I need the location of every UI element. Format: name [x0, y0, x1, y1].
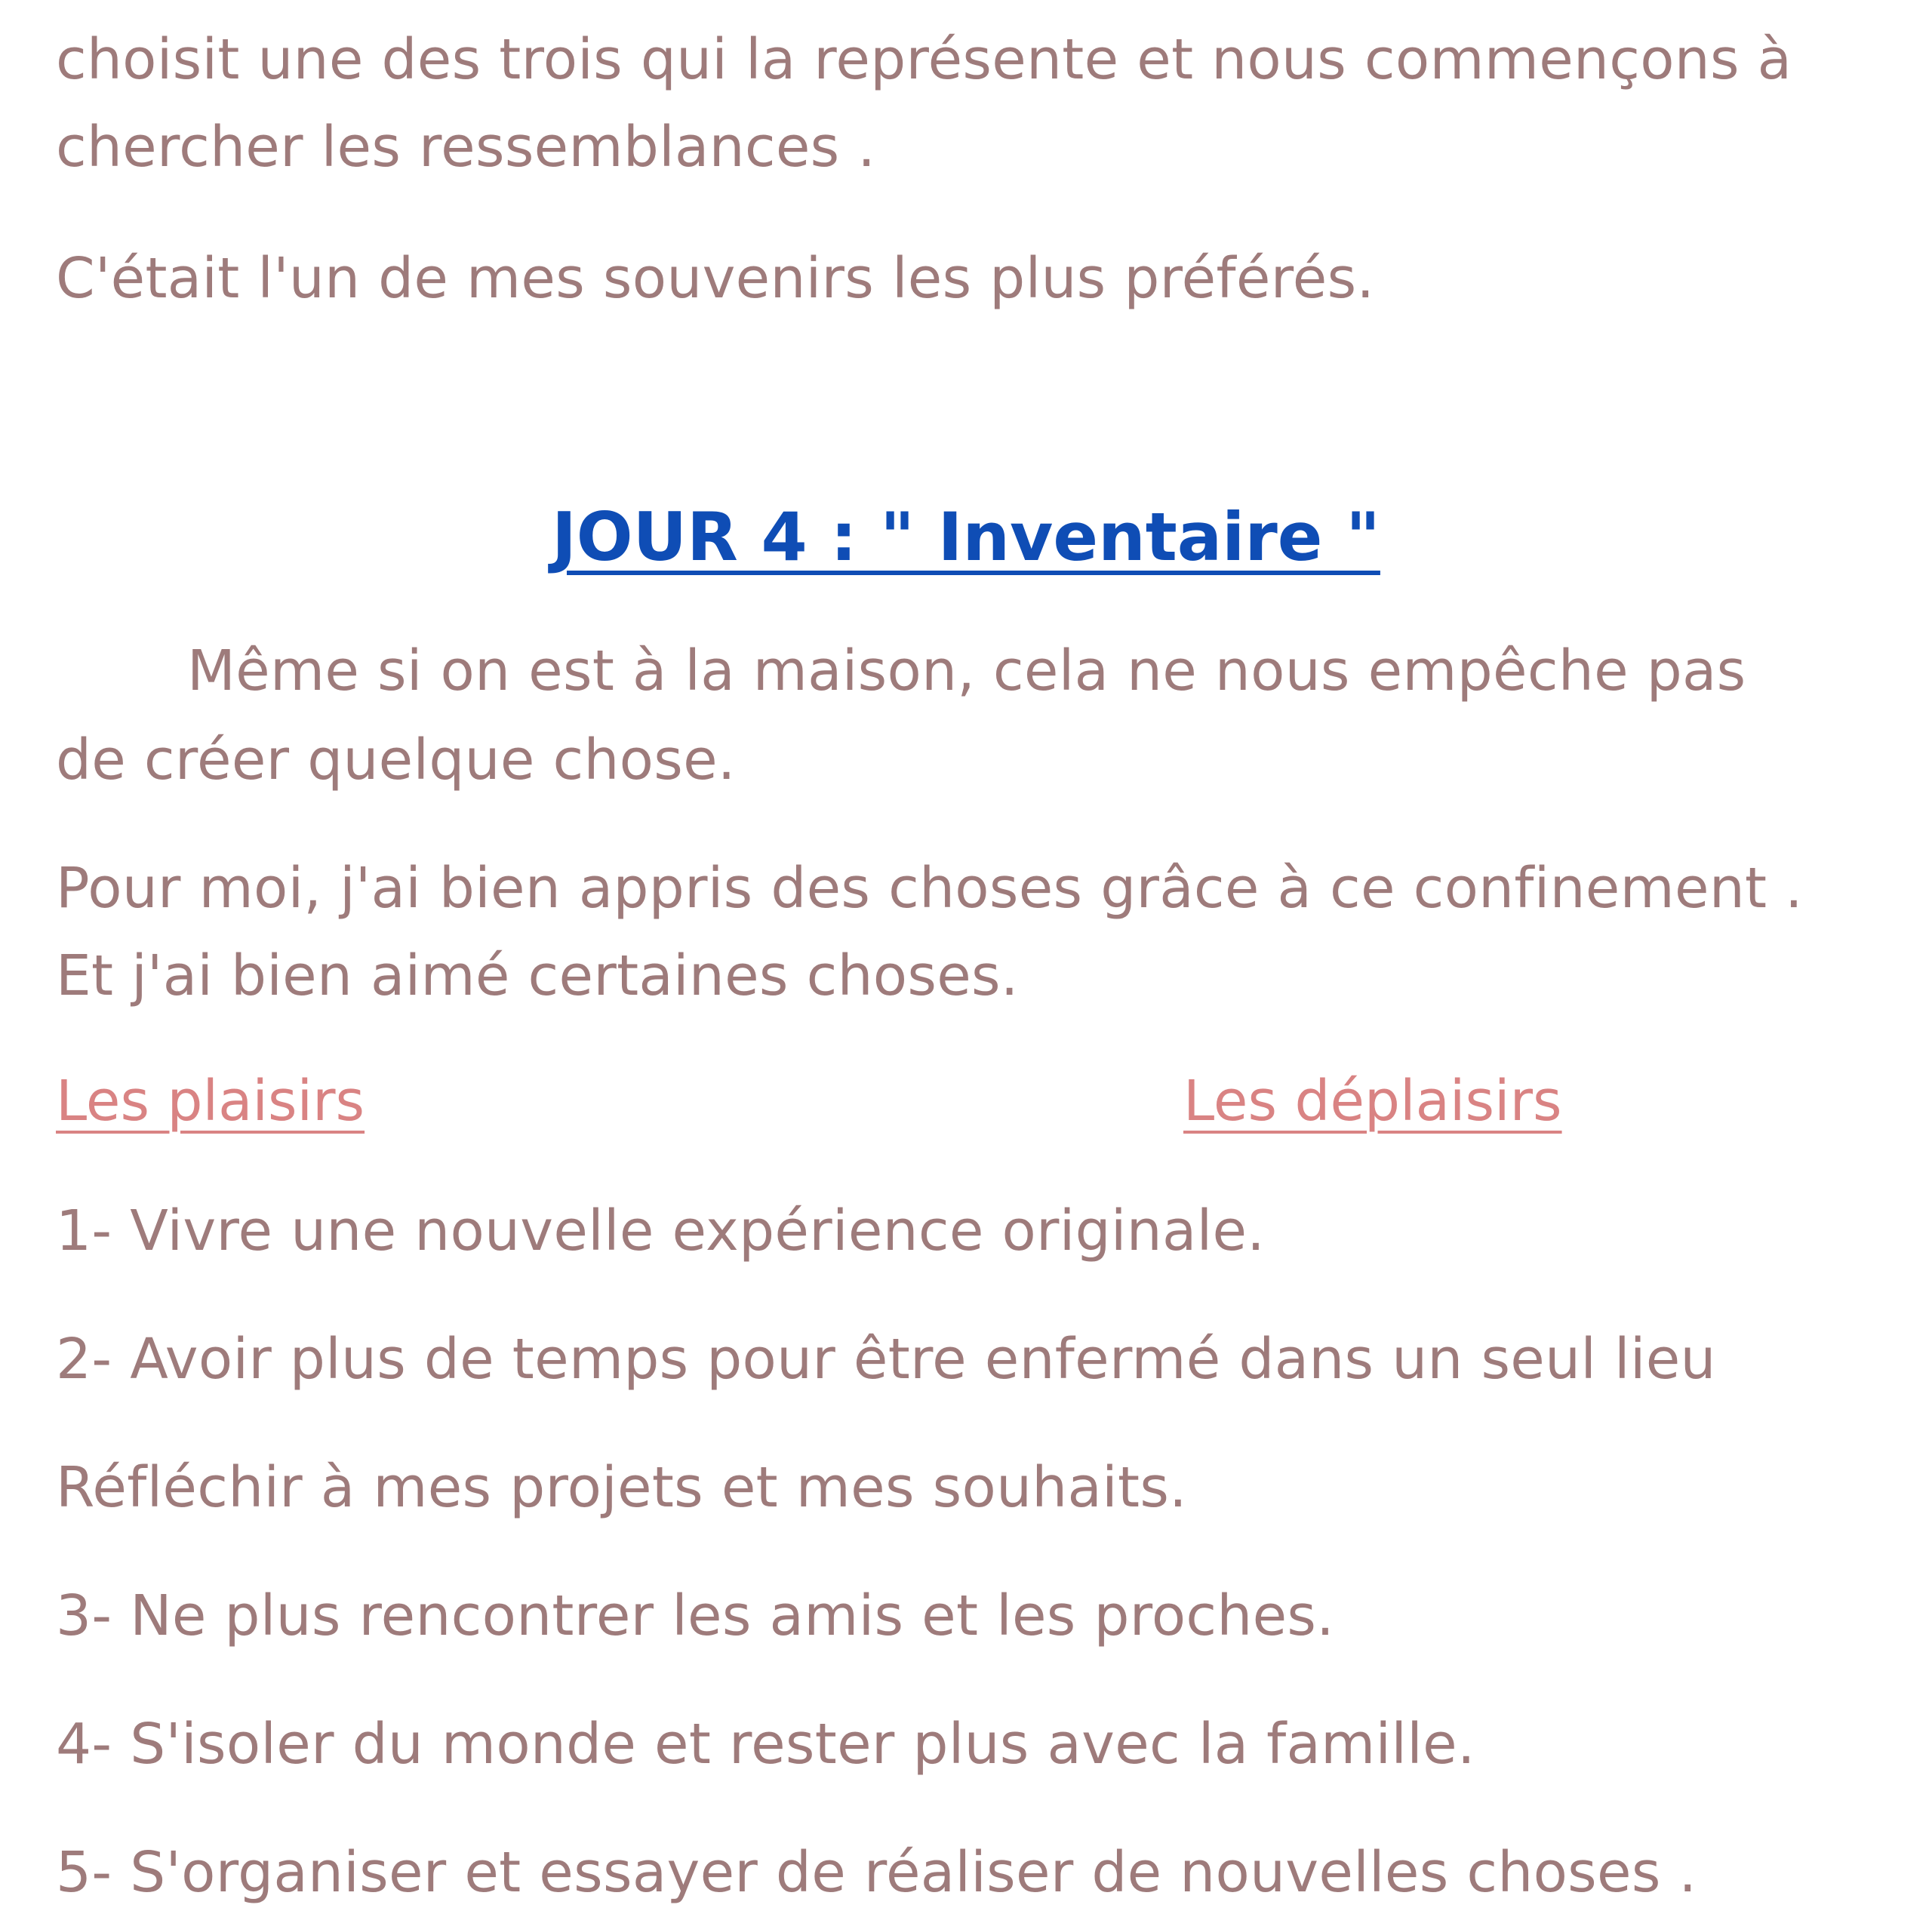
intro-line-3: C'était l'un de mes souvenirs les plus préférés.: [56, 246, 1375, 311]
list-item-5: 5- S'organiser et essayer de réaliser de nouvelles choses .: [56, 1840, 1697, 1905]
paragraph-1-line-1: Même si on est à la maison, cela ne nous empêche pas: [187, 639, 1746, 703]
pleasures-heading: Les plaisirs: [56, 1069, 365, 1134]
displeasures-heading: Les déplaisirs: [1183, 1069, 1562, 1134]
list-item-1: 1- Vivre une nouvelle expérience originale.: [56, 1199, 1266, 1263]
intro-line-1: choisit une des trois qui la représente et nous commençons à: [56, 27, 1792, 92]
list-item-2: 2- Avoir plus de temps pour être enfermé dans un seul lieu: [56, 1327, 1716, 1392]
paragraph-2-line-1: Pour moi, j'ai bien appris des choses grâce à ce confinement .: [56, 856, 1803, 921]
paragraph-2-line-2: Et j'ai bien aimé certaines choses.: [56, 943, 1019, 1008]
list-item-4: 4- S'isoler du monde et rester plus avec la famille.: [56, 1712, 1475, 1777]
list-item-2-continued: Réfléchir à mes projets et mes souhaits.: [56, 1455, 1188, 1520]
paragraph-1-line-2: de créer quelque chose.: [56, 728, 736, 792]
intro-line-2: chercher les ressemblances .: [56, 115, 876, 180]
section-title: [0, 498, 1932, 576]
section-title-text: JOUR 4 : " Inventaire ": [552, 498, 1380, 576]
list-item-3: 3- Ne plus rencontrer les amis et les proches.: [56, 1583, 1335, 1648]
